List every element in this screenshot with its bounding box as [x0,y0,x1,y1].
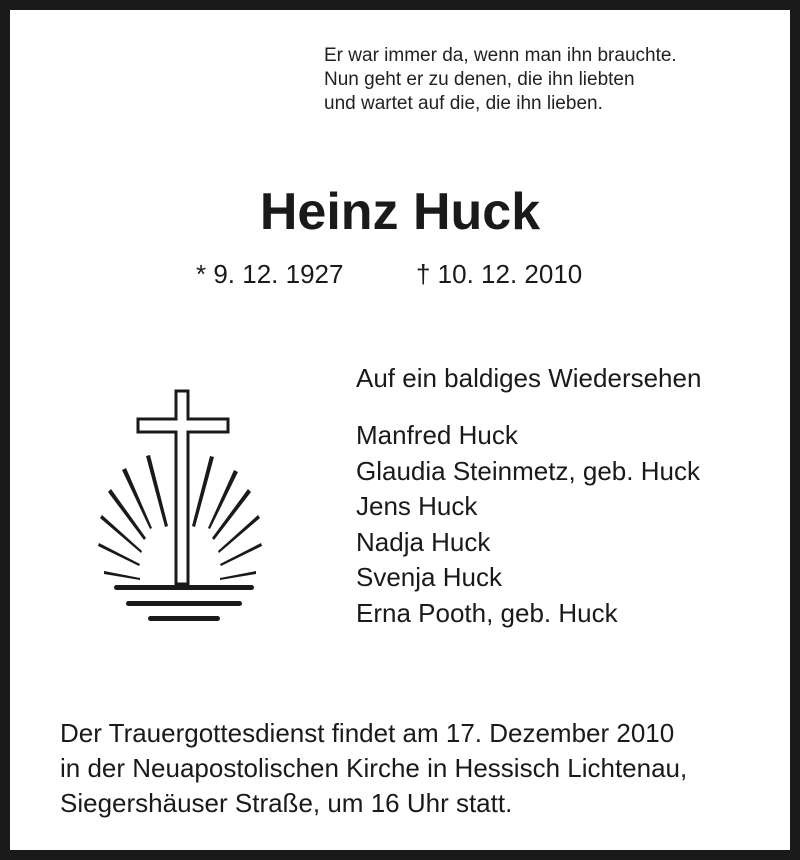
mourner-name: Glaudia Steinmetz, geb. Huck [356,455,700,486]
deceased-name: Heinz Huck [259,183,541,241]
farewell-phrase: Auf ein baldiges Wiedersehen [356,363,702,393]
birth-date: * 9. 12. 1927 [196,259,344,289]
poem-line: und wartet auf die, die ihn lieben. [324,93,603,114]
memorial-poem [324,44,677,116]
mourner-name: Svenja Huck [356,562,502,592]
service-line: in der Neuapostolischen Kirche in Hessisch Lichtenau, [60,753,688,783]
death-date: † 10. 12. 2010 [416,259,583,289]
mourner-name: Jens Huck [356,491,478,521]
service-line: Siegershäuser Straße, um 16 Uhr statt. [60,788,513,818]
mourners-list [356,418,700,631]
funeral-service-info [60,716,687,821]
mourner-name: Manfred Huck [356,420,518,450]
cross-sunrise-emblem [84,378,284,643]
cross-emblem-icon [84,378,284,638]
poem-line: Er war immer da, wenn man ihn brauchte. [324,45,677,66]
mourner-name: Nadja Huck [356,526,491,557]
service-line: Der Trauergottesdienst findet am 17. Dezember 2010 [60,718,675,748]
mourner-name: Erna Pooth, geb. Huck [356,597,618,628]
poem-line: Nun geht er zu denen, die ihn liebten [324,69,635,90]
